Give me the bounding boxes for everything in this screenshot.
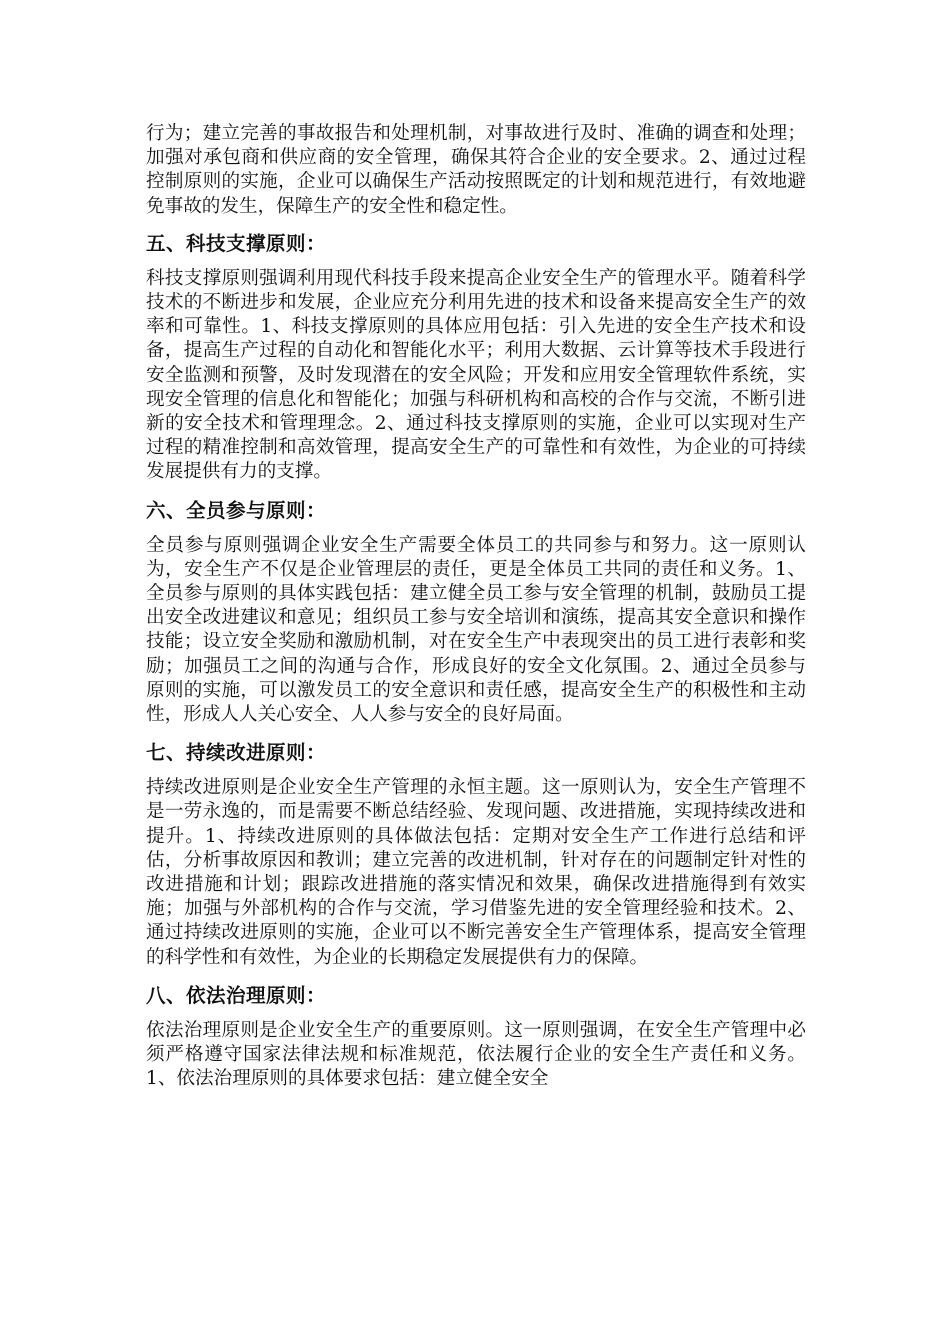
intro-paragraph: 行为；建立完善的事故报告和处理机制，对事故进行及时、准确的调查和处理；加强对承包商和供应商的安全管理，确保其符合企业的安全要求。2、通过过程控制原则的实施，企业可以确保生产活动按照既定的计划和规范进行，有效地避免事故的发生，保障生产的安全性和稳定性。	[146, 123, 806, 217]
section-tech-support	[146, 231, 806, 485]
section-body: 全员参与原则强调企业安全生产需要全体员工的共同参与和努力。这一原则认为，安全生产不仅是企业管理层的责任，更是全体员工共同的责任和义务。1、全员参与原则的具体实践包括：建立健全员工参与安全管理的机制，鼓励员工提出安全改进建议和意见；组织员工参与安全培训和演练，提高其安全意识和操作技能；设立安全奖励和激励机制，对在安全生产中表现突出的员工进行表彰和奖励；加强员工之间的沟通与合作，形成良好的安全文化氛围。2、通过全员参与原则的实施，可以激发员工的安全意识和责任感，提高安全生产的积极性和主动性，形成人人关心安全、人人参与安全的良好局面。	[146, 534, 806, 726]
section-heading: 六、全员参与原则：	[146, 498, 327, 522]
section-heading: 五、科技支撑原则：	[146, 231, 327, 255]
section-body: 依法治理原则是企业安全生产的重要原则。这一原则强调，在安全生产管理中必须严格遵守国家法律法规和标准规范，依法履行企业的安全生产责任和义务。1、依法治理原则的具体要求包括：建立健全安全	[146, 1019, 806, 1090]
section-body: 持续改进原则是企业安全生产管理的永恒主题。这一原则认为，安全生产管理不是一劳永逸的，而是需要不断总结经验、发现问题、改进措施，实现持续改进和提升。1、持续改进原则的具体做法包括：定期对安全生产工作进行总结和评估，分析事故原因和教训；建立完善的改进机制，针对存在的问题制定针对性的改进措施和计划；跟踪改进措施的落实情况和效果，确保改进措施得到有效实施；加强与外部机构的合作与交流，学习借鉴先进的安全管理经验和技术。2、通过持续改进原则的实施，企业可以不断完善安全生产管理体系，提高安全管理的科学性和有效性，为企业的长期稳定发展提供有力的保障。	[146, 777, 806, 968]
section-heading: 八、依法治理原则：	[146, 983, 327, 1007]
section-full-participation	[146, 498, 806, 728]
section-body: 科技支撑原则强调利用现代科技手段来提高企业安全生产的管理水平。随着科学技术的不断进步和发展，企业应充分利用先进的技术和设备来提高安全生产的效率和可靠性。1、科技支撑原则的具体应用包括：引入先进的安全生产技术和设备，提高生产过程的自动化和智能化水平；利用大数据、云计算等技术手段进行安全监测和预警，及时发现潜在的安全风险；开发和应用安全管理软件系统，实现安全管理的信息化和智能化；加强与科研机构和高校的合作与交流，不断引进新的安全技术和管理理念。2、通过科技支撑原则的实施，企业可以实现对生产过程的精准控制和高效管理，提高安全生产的可靠性和有效性，为企业的可持续发展提供有力的支撑。	[146, 267, 806, 483]
section-rule-of-law	[146, 983, 806, 1092]
document-page	[146, 122, 806, 1092]
section-heading: 七、持续改进原则：	[146, 741, 327, 765]
section-continuous-improvement	[146, 740, 806, 970]
